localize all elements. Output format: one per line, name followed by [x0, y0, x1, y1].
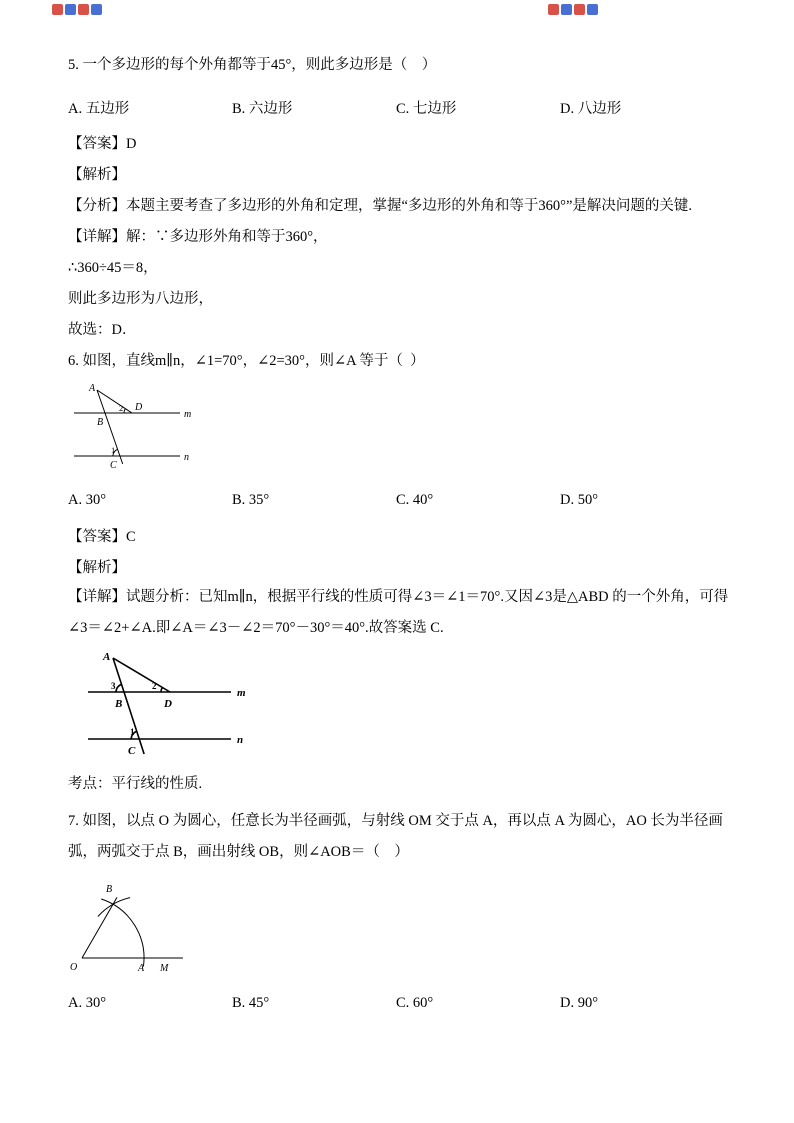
question-5-stem: 5. 一个多边形的每个外角都等于45°，则此多边形是（ ） — [68, 57, 437, 73]
q6-key-point: 考点：平行线的性质. — [68, 776, 203, 792]
question-5-options — [68, 87, 746, 127]
q6-answer: 【答案】C — [68, 529, 136, 545]
q5-solution-line-2: ∴360÷45＝8， — [68, 260, 158, 276]
point-label-B: B — [115, 698, 123, 710]
q5-solution-line-3: 则此多边形为八边形， — [68, 291, 213, 307]
q5-solution-line-1: 【详解】解：∵多边形外角和等于360°， — [68, 229, 328, 245]
point-label-C: C — [110, 460, 117, 471]
angle-label-2: 2 — [152, 681, 157, 691]
q6-solution-figure — [86, 650, 251, 767]
point-label-A: A — [89, 383, 96, 394]
point-label-C: C — [128, 745, 136, 757]
point-label-B: B — [97, 417, 104, 428]
q5-solution-line-4: 故选：D． — [68, 322, 137, 338]
q5-option-b: B. 六边形 — [232, 100, 293, 117]
question-7-options — [68, 983, 746, 1023]
angle-label-1: 1 — [130, 727, 135, 737]
line-label-n: n — [184, 452, 189, 463]
q6-solution: 【详解】试题分析：已知m∥n，根据平行线的性质可得∠3＝∠1＝70°.又因∠3是△ABD 的一个外角，可得∠3＝∠2+∠A.即∠A＝∠3－∠2＝70°－30°＝40°.故答案选 C. — [68, 589, 729, 636]
watermark-red-icon — [548, 4, 559, 15]
watermark-red-icon — [574, 4, 585, 15]
point-label-O: O — [70, 962, 78, 973]
q7-option-d: D. 90° — [560, 994, 599, 1011]
ray-ob — [82, 897, 117, 958]
segment-ad — [97, 390, 132, 413]
line-label-m: m — [237, 687, 246, 699]
point-label-B: B — [106, 884, 113, 895]
line-label-m: m — [184, 409, 192, 420]
angle-2-arc — [124, 409, 125, 413]
question-6-stem: 6. 如图，直线m∥n，∠1=70°，∠2=30°，则∠A 等于（ ） — [68, 353, 425, 369]
watermark-blue-icon — [587, 4, 598, 15]
q6-option-d: D. 50° — [560, 491, 599, 508]
q6-option-b: B. 35° — [232, 491, 270, 508]
point-label-M: M — [160, 963, 169, 974]
arc-center-o — [101, 899, 144, 967]
q6-option-c: C. 40° — [396, 491, 434, 508]
watermark-icon-group-left — [52, 4, 102, 15]
line-label-n: n — [237, 734, 244, 746]
q5-analysis: 【分析】本题主要考查了多边形的外角和定理，掌握“多边形的外角和等于360°”是解决问题的关键. — [68, 198, 693, 214]
q7-option-c: C. 60° — [396, 994, 434, 1011]
q5-option-c: C. 七边形 — [396, 100, 457, 117]
angle-label-3: 3 — [111, 681, 116, 691]
question-7-stem-line-2: 弧，两弧交于点 B，画出射线 OB，则∠AOB＝（ ） — [68, 844, 409, 860]
q7-option-b: B. 45° — [232, 994, 270, 1011]
q7-construction-figure — [68, 878, 188, 975]
watermark-blue-icon — [91, 4, 102, 15]
q5-option-d: D. 八边形 — [560, 100, 622, 117]
watermark-blue-icon — [561, 4, 572, 15]
watermark-red-icon — [78, 4, 89, 15]
angle-label-1: 1 — [111, 445, 116, 455]
question-6-options — [68, 480, 746, 520]
point-label-A: A — [138, 963, 145, 974]
question-7-stem-line-1: 7. 如图，以点 O 为圆心，任意长为半径画弧，与射线 OM 交于点 A，再以点 A 为圆心，AO 长为半径画 — [68, 813, 723, 829]
watermark-blue-icon — [65, 4, 76, 15]
q6-option-a: A. 30° — [68, 491, 107, 508]
q7-option-a: A. 30° — [68, 994, 107, 1011]
watermark-red-icon — [52, 4, 63, 15]
document-content — [68, 48, 746, 1023]
angle-label-2: 2 — [119, 403, 124, 413]
q5-answer: 【答案】D — [68, 136, 137, 152]
watermark-icon-group-right — [548, 4, 598, 15]
q5-option-a: A. 五边形 — [68, 100, 130, 117]
point-label-A: A — [103, 651, 111, 663]
angle-3-arc — [116, 684, 122, 692]
q6-statement-figure — [70, 380, 198, 472]
q6-analysis-label: 【解析】 — [68, 560, 126, 576]
q5-analysis-label: 【解析】 — [68, 167, 126, 183]
point-label-D: D — [135, 402, 143, 413]
point-label-D: D — [164, 698, 172, 710]
